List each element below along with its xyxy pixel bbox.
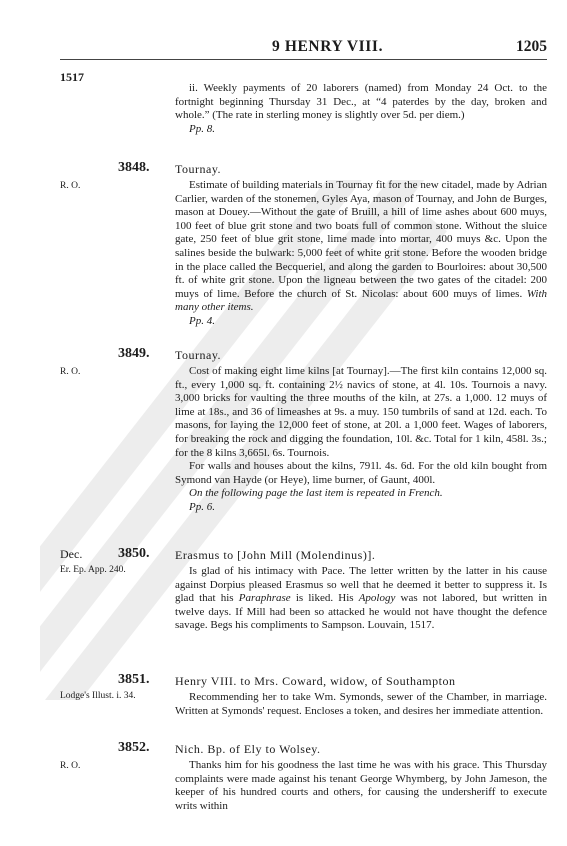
entry-heading: Nich. Bp. of Ely to Wolsey.	[175, 742, 321, 756]
entry-source: R. O.	[60, 181, 81, 191]
entry-text: Recommending her to take Wm. Symonds, sewer of the Chamber, in marriage. Written at Symonds' request. Encloses a token, and desires her immediate attention.	[175, 691, 547, 717]
entry-date: Dec.	[60, 547, 83, 561]
entry-italic-note: On the following page the last item is repeated in French.	[189, 487, 443, 500]
intro-paragraph	[175, 82, 547, 136]
page-header	[0, 38, 567, 58]
entry-source: R. O.	[60, 367, 81, 377]
entry-text: Is glad of his intimacy with Pace. The letter written by the latter in his cause against Dorpius pleased Erasmus so well that he deemed it better to suppress it. Is glad that his	[175, 565, 547, 605]
running-title: 9 HENRY VIII.	[272, 38, 384, 55]
entry-italic-title: Paraphrase	[238, 592, 291, 605]
entry-text-2: For walls and houses about the kilns, 791l. 4s. 6d. For the old kiln bought from Symond van Hayde (or Heye), lime burner, of Gaunt, 400l.	[175, 460, 547, 486]
entry-number: 3852.	[118, 740, 150, 755]
entry-number: 3848.	[118, 160, 150, 175]
entry-source: R. O.	[60, 761, 81, 771]
intro-text: ii. Weekly payments of 20 laborers (named) from Monday 24 Oct. to the fortnight beginning Thursday 31 Dec., at “4 paterdes by the day, broken and whole.” (The rate in sterling money is slightly over 5d. per diem.)	[175, 82, 547, 122]
entry-italic-title: Apology	[358, 592, 396, 605]
entry-body	[175, 365, 547, 515]
year-label: 1517	[60, 70, 84, 84]
header-rule	[60, 59, 547, 60]
entry-body	[175, 565, 547, 633]
entry-heading: Tournay.	[175, 162, 222, 176]
entry-heading: Henry VIII. to Mrs. Coward, widow, of Southampton	[175, 674, 456, 688]
entry-pages: Pp. 6.	[189, 500, 215, 513]
page-number: 1205	[516, 38, 547, 55]
entry-text: was not labored, but written in twelve days. If Mill had been so attacked he would not have thought the defence savage. Begs his compliments to Sampson. Louvain, 1517.	[175, 592, 547, 632]
entry-body	[175, 691, 547, 718]
entry-source: Er. Ep. App. 240.	[60, 565, 126, 575]
intro-pages: Pp. 8.	[189, 122, 215, 135]
entry-number: 3851.	[118, 672, 150, 687]
entry-heading: Erasmus to [John Mill (Molendinus)].	[175, 548, 376, 562]
entry-pages: Pp. 4.	[189, 314, 215, 327]
entry-source: Lodge's Illust. i. 34.	[60, 691, 136, 701]
entry-body	[175, 179, 547, 329]
entry-text: is liked. His	[290, 592, 359, 605]
entry-body	[175, 759, 547, 813]
entry-italic-note: With many other items.	[175, 287, 547, 314]
entry-heading: Tournay.	[175, 348, 222, 362]
entry-number: 3850.	[118, 546, 150, 561]
entry-number: 3849.	[118, 346, 150, 361]
entry-text: Cost of making eight lime kilns [at Tournay].—The first kiln contains 12,000 sq. ft., every 1,000 sq. ft. containing 2½ navics of stone, at 4l. 10s. Tournois a navy. 3,000 bricks for vaulting the three mouths of the kiln, at 27s. a 1,000. 12 muys of lime at 18s., and 36 of limeashes at 9s. a muy. 150 tumbrils of sand at 12d. each. To masons, for laying the 12,000 feet of stone, at 20l. a 1,000 feet. Wages of laborers, for breaking the rock and digging the foundation, 10l. &c. Total for 1 kiln, 458l. 3s.; for the 8 kilns 3,665l. 6s. Tournois.	[175, 365, 547, 459]
entry-text: Thanks him for his goodness the last time he was with his grace. This Thursday complaints were made against his tenant George Whymberg, by John Jameson, the keeper of his hundred courts and others, for causing the undersheriff to execute writs within	[175, 759, 547, 812]
entry-text: Estimate of building materials in Tournay fit for the new citadel, made by Adrian Carlier, warden of the stonemen, Gyles Aya, mason of Tournay, and John de Burges, mason at Douey.—Without the gate of Bruill, a hill of lime ashes about 600 muys, 100 feet of blue grit stone and two boats full of common stone. Without the sluice gate, 250 feet of blue grit stone, lime made into mortar, 400 muys &c. Upon the salines beside the bulwark: 5,000 feet of white grit stone. Before the wooden bridge in the place called the Becqueriel, and along the garden to Bourloires: about 30,500 ft. of white grit stone. Upon the ligneau between the two gates of the citadel: 200 muys of lime. Before the church of St. Nicolas: about 600 muys of limes.	[175, 179, 547, 300]
